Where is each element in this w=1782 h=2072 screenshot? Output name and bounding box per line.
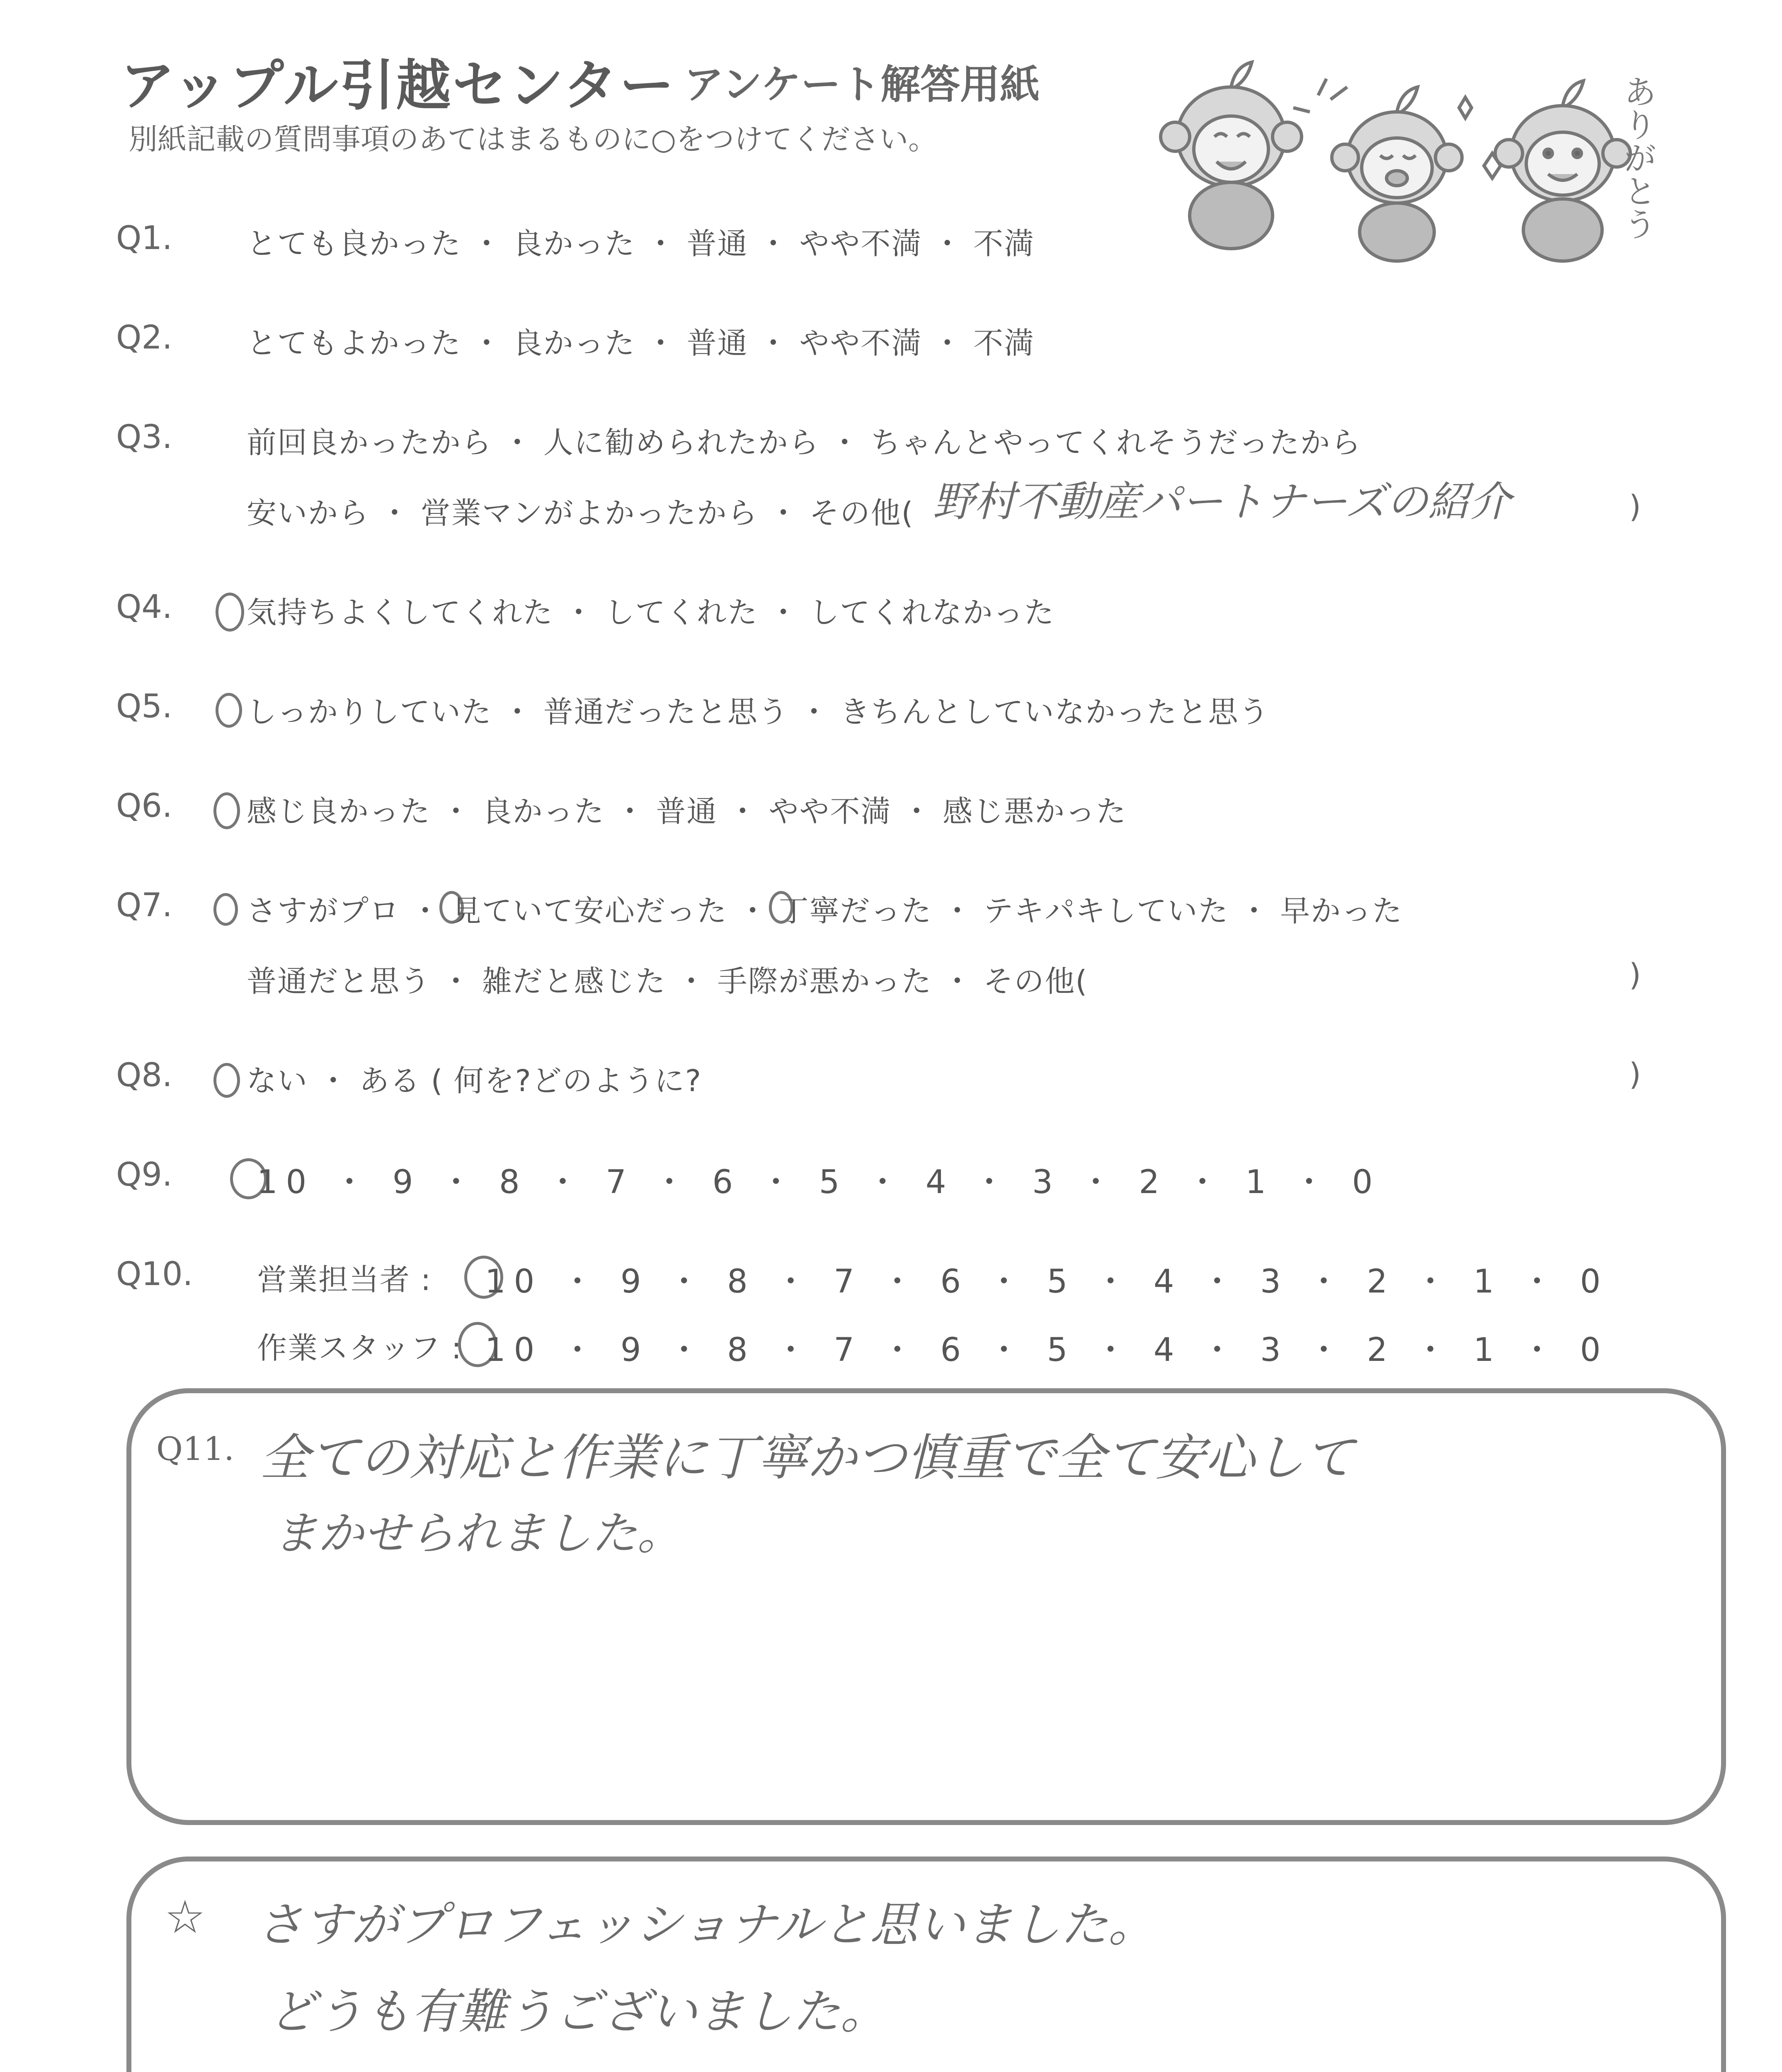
q3-label: Q3. [116,419,172,456]
q10-staff-options[interactable]: 10 ・ 9 ・ 8 ・ 7 ・ 6 ・ 5 ・ 4 ・ 3 ・ 2 ・ 1 ・ 0 [485,1331,1609,1369]
q3-close-paren: ) [1629,489,1641,525]
q11-label: Q11. [156,1431,234,1468]
mascot-text: ありがとう [1618,75,1657,240]
monkey-mascots-illustration [1144,41,1683,274]
extra-handwritten-line2: どうも有難うございました。 [268,1984,888,2040]
monkey-mascot-icon [1495,81,1630,261]
q10-label: Q10. [116,1256,193,1293]
q5-label: Q5. [116,688,172,725]
q7-options-line1[interactable]: さすがプロ ・ 見ていて安心だった ・ 丁寧だった ・ テキパキしていた ・ 早かった [247,893,1403,928]
q6-options[interactable]: 感じ良かった ・ 良かった ・ 普通 ・ やや不満 ・ 感じ悪かった [247,794,1127,829]
q11-comment-box[interactable] [126,1388,1726,1825]
extra-comment-box[interactable] [126,1857,1726,2072]
q7-label: Q7. [116,887,172,924]
q7-options-line2[interactable]: 普通だと思う ・ 雑だと感じた ・ 手際が悪かった ・ その他( [247,964,1088,999]
q6-label: Q6. [116,787,172,825]
answer-circle-mark [213,792,240,829]
q11-handwritten-line1: 全ての対応と作業に丁寧かつ慎重で全て安心して [260,1429,1354,1487]
q4-options[interactable]: 気持ちよくしてくれた ・ してくれた ・ してくれなかった [247,595,1055,630]
q3-options-line1[interactable]: 前回良かったから ・ 人に勧められたから ・ ちゃんとやってくれそうだったから [247,425,1362,460]
q2-options[interactable]: とてもよかった ・ 良かった ・ 普通 ・ やや不満 ・ 不満 [247,326,1035,361]
answer-circle-mark [216,593,244,632]
q2-label: Q2. [116,319,172,356]
q10-sales-options[interactable]: 10 ・ 9 ・ 8 ・ 7 ・ 6 ・ 5 ・ 4 ・ 3 ・ 2 ・ 1 ・ 0 [485,1263,1609,1300]
q9-label: Q9. [116,1156,172,1193]
star-icon: ☆ [165,1890,206,1944]
page-subtitle: アンケート解答用紙 [684,61,1040,108]
q9-options[interactable]: 10 ・ 9 ・ 8 ・ 7 ・ 6 ・ 5 ・ 4 ・ 3 ・ 2 ・ 1 ・ 0 [257,1164,1381,1201]
page-title: アップル引越センター [120,54,676,118]
q10-sales-label: 営業担当者 : [257,1262,432,1297]
answer-circle-mark [216,693,242,728]
monkey-mascot-icon [1332,87,1462,261]
q5-options[interactable]: しっかりしていた ・ 普通だったと思う ・ きちんとしていなかったと思う [247,695,1270,729]
q8-label: Q8. [116,1057,172,1094]
answer-circle-mark [213,1063,240,1098]
answer-circle-mark [213,893,238,926]
extra-handwritten-line1: さすがプロフェッショナルと思いました。 [256,1897,1156,1953]
q3-options-line2[interactable]: 安いから ・ 営業マンがよかったから ・ その他( [247,496,914,530]
q11-handwritten-line2: まかせられました。 [272,1507,683,1560]
q4-label: Q4. [116,588,172,626]
q8-close-paren: ) [1629,1057,1641,1092]
q10-staff-label: 作業スタッフ : [257,1331,463,1365]
q1-options[interactable]: とても良かった ・ 良かった ・ 普通 ・ やや不満 ・ 不満 [247,226,1035,261]
q8-options[interactable]: ない ・ ある ( 何を?どのように? [247,1063,702,1098]
q1-label: Q1. [116,220,172,257]
monkey-mascot-icon [1161,62,1302,249]
instruction-text: 別紙記載の質問事項のあてはまるものに○をつけてください。 [128,122,938,156]
q3-other-handwritten: 野村不動産パートナーズの紹介 [933,477,1511,526]
q7-close-paren: ) [1629,957,1641,993]
